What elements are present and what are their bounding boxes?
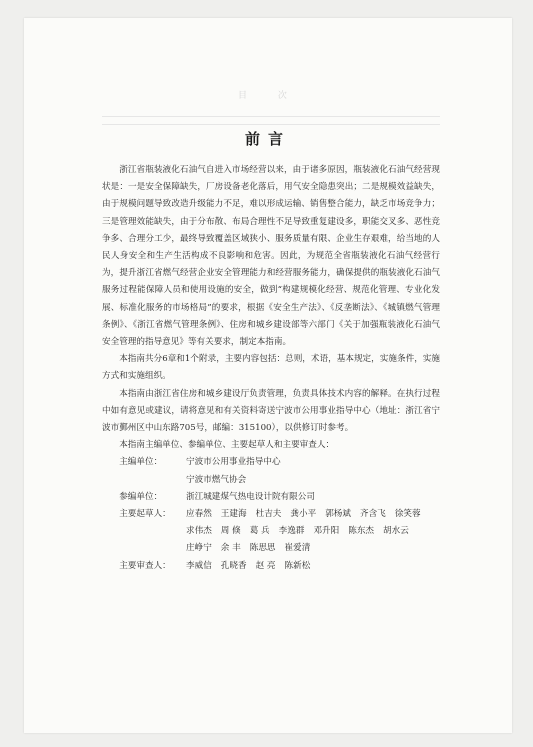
drafter-name: 邓升阳 — [313, 526, 340, 537]
drafters-row — [102, 506, 440, 558]
drafter-name: 王建海 — [220, 509, 247, 520]
paragraph-structure: 本指南共分6章和1个附录，主要内容包括：总则，术语，基本规定，实施条件，实施方式和实施组织。 — [102, 354, 440, 382]
drafter-name: 胡水云 — [383, 526, 409, 537]
paragraph-credits-intro: 本指南主编单位、参编单位、主要起草人和主要审查人： — [119, 440, 335, 451]
document-body — [102, 162, 440, 575]
drafter-name: 郭杨斌 — [325, 509, 351, 520]
document-page — [24, 18, 512, 733]
drafter-name: 葛 兵 — [249, 526, 270, 537]
drafter-name: 徐笑蓉 — [394, 509, 421, 520]
reviewer-name: 李威信 — [186, 560, 212, 571]
drafter-name: 求伟杰 — [186, 526, 212, 537]
reviewers-row — [102, 558, 440, 575]
drafters-list — [186, 506, 440, 558]
credits-block — [102, 454, 440, 574]
reviewer-name: 孔晓香 — [220, 560, 247, 571]
reviewers-list — [186, 558, 319, 575]
drafter-name: 李逸群 — [278, 526, 305, 537]
drafter-name: 陈思思 — [249, 543, 276, 554]
co-editor-row — [102, 489, 440, 506]
chief-editor-unit: 宁波市燃气协会 — [186, 474, 247, 485]
drafter-name: 庄峥宁 — [186, 543, 212, 554]
drafter-name: 余 丰 — [220, 543, 241, 554]
page-title: 前言 — [244, 130, 291, 148]
chief-editor-row — [102, 454, 440, 471]
drafter-name: 杜吉夫 — [255, 509, 282, 520]
co-editor-label: 参编单位： — [119, 491, 163, 502]
chief-editor-label: 主编单位： — [119, 457, 163, 468]
drafter-name: 齐含飞 — [359, 509, 386, 520]
drafters-label: 主要起草人： — [119, 509, 171, 520]
drafter-name: 陈东杰 — [348, 526, 375, 537]
drafter-name: 崔爱清 — [284, 543, 311, 554]
reviewers-label: 主要审查人： — [119, 560, 171, 571]
drafter-name: 应春然 — [186, 509, 212, 520]
reviewer-name: 陈新松 — [284, 560, 311, 571]
chief-editor-row — [102, 472, 440, 489]
drafter-name: 周 倏 — [220, 526, 241, 537]
chief-editor-unit: 宁波市公用事业指导中心 — [186, 457, 281, 468]
paragraph-intro: 浙江省瓶装液化石油气自进入市场经营以来，由于诸多原因，瓶装液化石油气经营现状是：一是安全保障缺失，厂房设备老化落后，用气安全隐患突出；二是规模效益缺失，由于规模问题导致改造升级能力不足，难以形成运输、销售整合能力，缺乏市场竞争力；三是管理效能缺失，由于分布散、布局合理性不足导致重复建设多，职能交叉多、恶性竞争多、合理分工少，最终导致覆盖区域狭小、服务质量有限、企业生存艰难，给当地的人民人身安全和生产生活构成不良影响和危害。因此，为规范全省瓶装液化石油气经营行为，提升浙江省燃气经营企业安全管理能力和经营服务能力，确保提供的瓶装液化石油气服务过程能保障人员和使用设施的安全，做到“构建规模化经营、规范化管理、专业化发展、标准化服务的市场格局”的要求，根据《安全生产法》、《反垄断法》、《城镇燃气管理条例》、《浙江省燃气管理条例》、住房和城乡建设部等六部门《关于加强瓶装液化石油气安全管理的指导意见》等有关要求，制定本指南。 — [102, 165, 440, 348]
bleed-through-line — [102, 124, 440, 125]
reviewer-name: 赵 亮 — [255, 560, 276, 571]
co-editor-unit: 浙江城建煤气热电设计院有限公司 — [186, 491, 315, 502]
drafter-name: 龚小平 — [290, 509, 317, 520]
bleed-through-heading: 目 次 — [238, 91, 301, 101]
bleed-through-line — [102, 116, 440, 117]
paragraph-management: 本指南由浙江省住房和城乡建设厅负责管理，负责具体技术内容的解释。在执行过程中如有意见或建议，请将意见和有关资料寄送宁波市公用事业指导中心（地址：浙江省宁波市鄞州区中山东路705号，邮编：315100），以供修订时参考。 — [102, 388, 440, 434]
